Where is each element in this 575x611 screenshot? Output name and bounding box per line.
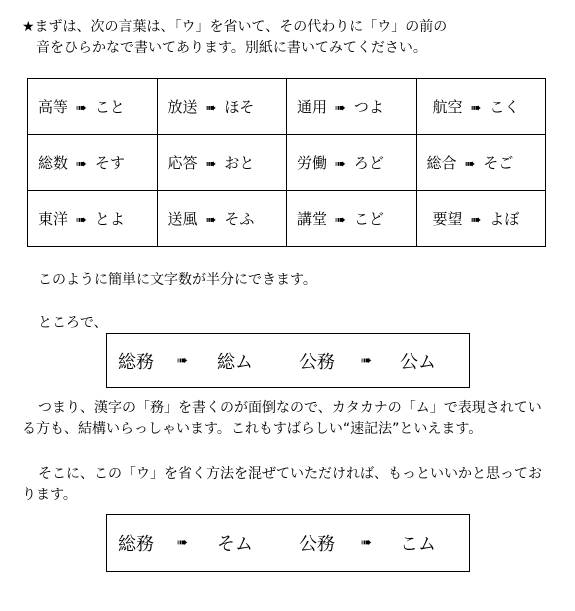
arrow-icon: ➠ <box>177 535 188 551</box>
arrow-icon: ➠ <box>470 213 482 228</box>
table-row <box>28 79 546 135</box>
table-cell: 放送 ➠ ほそ <box>157 79 287 135</box>
table-row <box>28 135 546 191</box>
paragraph-1: このように簡単に文字数が半分にできます。 <box>38 272 317 288</box>
example-box-1 <box>106 333 470 388</box>
arrow-icon: ➠ <box>470 101 482 116</box>
box-word: 公務 <box>299 534 335 555</box>
arrow-icon: ➠ <box>205 157 217 172</box>
intro-text <box>22 17 562 59</box>
word-table <box>27 78 546 247</box>
arrow-icon: ➠ <box>335 157 346 172</box>
arrow-icon: ➠ <box>335 213 346 228</box>
table-cell: 講堂 ➠ こど <box>287 191 417 247</box>
table-cell: 東洋 ➠ とよ <box>28 191 158 247</box>
arrow-icon: ➠ <box>76 157 87 172</box>
paragraph-3: つまり、漢字の「務」を書くのが面倒なので、カタカナの「ム」で表現されている方も、結構いらっしゃいます。これもすばらしい“速記法”といえます。 <box>22 400 542 437</box>
arrow-icon: ➠ <box>464 157 476 172</box>
example-box-2 <box>106 514 470 572</box>
arrow-icon: ➠ <box>76 101 87 116</box>
intro-line-2: 音をひらかなで書いてあります。別紙に書いてみてください。 <box>36 40 427 56</box>
arrow-icon: ➠ <box>361 353 372 368</box>
table-cell: 高等 ➠ こと <box>28 79 158 135</box>
arrow-icon: ➠ <box>76 213 87 228</box>
intro-line-1: ★まずは、次の言葉は、「ウ」を省いて、その代わりに「ウ」の前の <box>22 19 448 35</box>
paragraph-2: ところで、 <box>38 315 108 331</box>
table-cell: 応答 ➠ おと <box>157 135 287 191</box>
table-cell: 通用 ➠ つよ <box>287 79 417 135</box>
box-word: 総ム <box>217 351 253 373</box>
table-cell: 要望 ➠ よぼ <box>416 191 546 247</box>
box-word: 公務 <box>299 351 335 373</box>
table-cell: 送風 ➠ そふ <box>157 191 287 247</box>
arrow-icon: ➠ <box>177 353 188 368</box>
arrow-icon: ➠ <box>205 213 217 228</box>
box-word: 総務 <box>118 351 154 373</box>
table-cell: 総合 ➠ そご <box>416 135 546 191</box>
table-cell: 労働 ➠ ろど <box>287 135 417 191</box>
table-cell: 航空 ➠ こく <box>416 79 546 135</box>
box-word: こム <box>400 534 436 555</box>
box-word: 公ム <box>400 351 436 373</box>
table-row <box>28 191 546 247</box>
arrow-icon: ➠ <box>361 535 372 551</box>
box-word: そム <box>217 534 253 555</box>
box-word: 総務 <box>118 534 154 555</box>
paragraph-4: そこに、この「ウ」を省く方法を混ぜていただければ、もっといいかと思っております。 <box>22 466 542 503</box>
arrow-icon: ➠ <box>335 101 346 116</box>
arrow-icon: ➠ <box>205 101 217 116</box>
table-cell: 総数 ➠ そす <box>28 135 158 191</box>
